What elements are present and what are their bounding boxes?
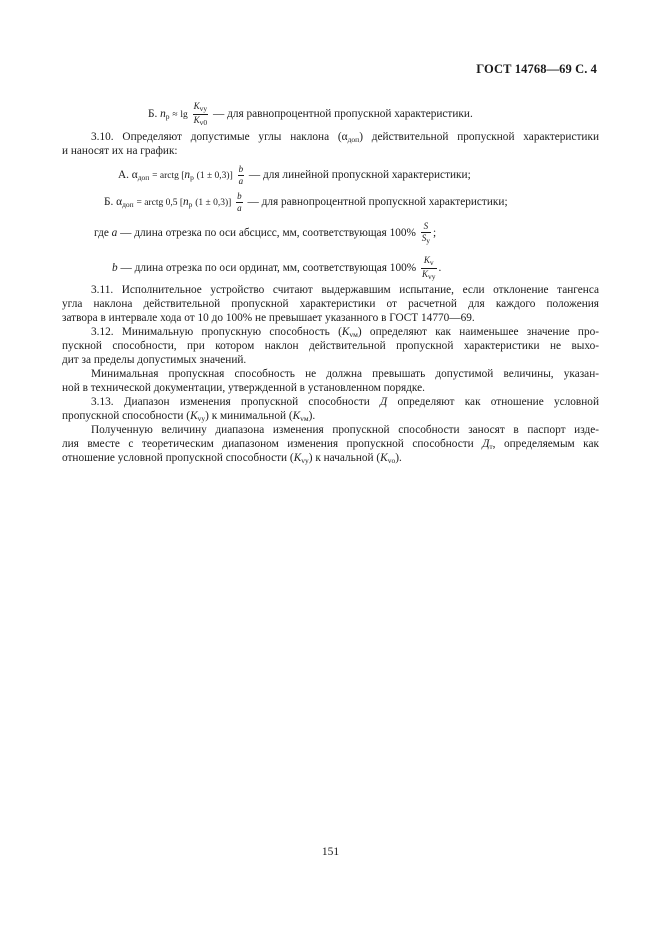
paragraph-3-11-line3: затвора в интервале хода от 10 до 100% не превышает указанного в ГОСТ 14770—69. [62, 312, 475, 324]
formula-b-equal-percent: Б. $\alpha_{доп}$ = arctg 0,5 [$n_p$ (1 ± 0,3)] $\frac{b}{a}$ — для равнопроцентной пропускной характеристики; [104, 191, 508, 213]
paragraph-3-12-line1: 3.12. Минимальную пропускную способность $(K_{vм})$ определяют как наименьшее значение про- [91, 326, 600, 339]
paragraph-3-13-line2: пропускной способности $(K_{vy})$ к минимальной $(K_{vм})$. [62, 410, 316, 423]
paragraph-3-12-line3: дит за пределы допустимых значений. [62, 354, 247, 366]
paragraph-3-13b-line1: Полученную величину диапазона изменения пропускной способности заносят в паспорт изде- [91, 424, 599, 436]
fraction: $\frac{S}{S_y}$ [421, 221, 431, 245]
formula-a-linear: А. $\alpha_{доп}$ = arctg [$n_p$ (1 ± 0,3)] $\frac{b}{a}$ — для линейной пропускной характеристики; [118, 164, 471, 186]
fraction: $\frac{K_{vy}}{K_{v0}}$ [193, 101, 208, 127]
paragraph-3-11-line1: 3.11. Исполнительное устройство считают выдержавшим испытание, если отклонение тангенса [91, 284, 599, 296]
fraction: $\frac{b}{a}$ [237, 191, 242, 213]
paragraph-3-13-line1: 3.13. Диапазон изменения пропускной способности Д определяют как отношение условной [91, 396, 599, 408]
paragraph-3-13b-line3: отношение условной пропускной способности $(K_{vy})$ к начальной $(K_{vo})$. [62, 452, 402, 465]
paragraph-3-13b-line2: лия вместе с теоретическим диапазоном изменения пропускной способности $Д_т$, определяемым как [62, 438, 600, 451]
fraction: $\frac{b}{a}$ [238, 164, 244, 186]
formula-b-percent: Б. $n_р \approx \lg$ $\frac{K_{vy}}{K_{v0}}$ — для равнопроцентной пропускной характеристики. [148, 101, 473, 127]
paragraph-3-12b-line2: ной в технической документации, утвержденной в установленном порядке. [62, 382, 425, 394]
paragraph-3-10-line2: и наносят их на график: [62, 145, 178, 157]
fraction: $\frac{K_v}{K_{vy}}$ [422, 255, 436, 281]
paragraph-3-12b-line1: Минимальная пропускная способность не должна превышать допустимой величины, указан- [91, 368, 599, 380]
paragraph-3-11-line2: угла наклона действительной пропускной характеристики от расчетной для каждого положения [62, 298, 599, 310]
definition-a: где a — длина отрезка по оси абсцисс, мм, соответствующая 100% $\frac{S}{S_y}$ ; [94, 221, 437, 245]
definition-b: b — длина отрезка по оси ординат, мм, соответствующая 100% $\frac{K_v}{K_{vy}}$ . [112, 255, 442, 281]
page-header: ГОСТ 14768—69 С. 4 [476, 62, 597, 76]
paragraph-3-12-line2: пускной способности, при котором наклон действительной пропускной характеристики не выхо- [62, 340, 599, 352]
paragraph-3-10-line1: 3.10. Определяют допустимые углы наклона $(\alpha_{доп})$ действительной пропускной характеристики [91, 131, 599, 144]
page-number: 151 [321, 846, 340, 858]
